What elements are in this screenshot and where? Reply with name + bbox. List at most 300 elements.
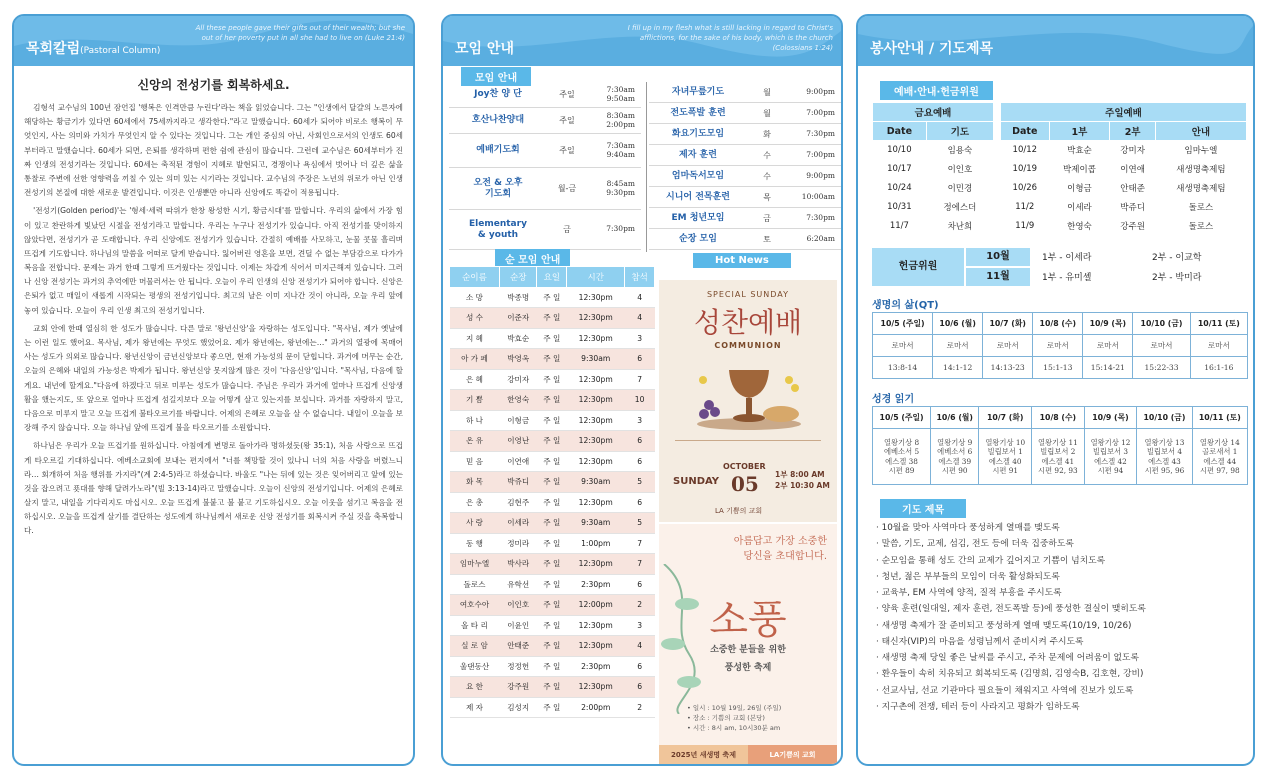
meeting-name: 화요기도모임 xyxy=(671,128,725,139)
table-cell: 강미자 xyxy=(499,369,537,390)
qt-book: 로마서 xyxy=(1033,335,1083,357)
table-cell: 이인호 xyxy=(499,595,537,616)
table-cell: 주 일 xyxy=(537,615,567,636)
table-cell: 지 혜 xyxy=(450,328,500,349)
prayer-item: · 환우들이 속히 치유되고 회복되도록 (김명희, 김영숙B, 김호현, 강비) xyxy=(876,666,1146,682)
meeting-time: 9:00pm xyxy=(806,170,835,180)
meeting-name: 호산나찬양대 xyxy=(471,115,525,126)
qt-ref: 14:1-12 xyxy=(933,357,983,379)
meeting-name: 전도폭발 훈련 xyxy=(670,107,726,118)
table-cell: 강주원 xyxy=(499,677,537,698)
poster-church: LA 기쁨의 교회 xyxy=(715,507,763,515)
column-header xyxy=(14,16,413,66)
table-cell: 주 일 xyxy=(537,287,567,308)
meeting-day: 화 xyxy=(763,129,771,139)
schedule-row xyxy=(449,82,641,108)
meeting-time: 10:00am xyxy=(801,191,835,201)
table-cell: 박효순 xyxy=(1067,146,1092,157)
table-cell: 주 일 xyxy=(537,554,567,575)
day-header: 10/11 (토) xyxy=(1190,313,1247,335)
table-row xyxy=(450,349,655,370)
table-cell: 이준자 xyxy=(499,308,537,329)
schedule-row xyxy=(449,134,641,168)
table-cell: 주 일 xyxy=(537,595,567,616)
table-cell: 12:30pm xyxy=(567,554,625,575)
table-cell: 2:30pm xyxy=(567,656,625,677)
table-cell: 주 일 xyxy=(537,451,567,472)
column-header: 요일 xyxy=(537,267,567,288)
schedule-left xyxy=(449,82,641,250)
table-cell: 주 일 xyxy=(537,472,567,493)
table-cell: 주 일 xyxy=(537,677,567,698)
table-cell: 10/12 xyxy=(1012,145,1038,156)
day-header: 10/11 (토) xyxy=(1192,407,1247,429)
meeting-name: 엄마독서모임 xyxy=(671,170,725,181)
qt-book: 로마서 xyxy=(873,335,933,357)
pray-tag: 기도 제목 xyxy=(880,498,966,518)
table-cell: 6 xyxy=(625,431,655,452)
table-cell: 제 자 xyxy=(450,697,500,718)
prayer-item: · 교육부, EM 사역에 양적, 질적 부흥을 주시도록 xyxy=(876,585,1146,601)
table-cell: 한영숙 xyxy=(499,390,537,411)
table-cell: 임마누엘 xyxy=(1184,146,1218,157)
reading-table xyxy=(872,406,1248,485)
table-cell: 주 일 xyxy=(537,369,567,390)
column-header: 참석 xyxy=(625,267,655,288)
header-verse: All these people gave their gifts out of their wealth; but she out of her poverty put in all she had to live on (Luke 21:4) xyxy=(195,24,405,42)
table-cell: 12:30pm xyxy=(567,369,625,390)
table-cell: 새생명축제팀 xyxy=(1176,165,1226,175)
table-cell: 돌로스 xyxy=(450,574,500,595)
serve-tag: 예배·안내·헌금위원 xyxy=(880,80,993,100)
table-cell: 은 총 xyxy=(450,492,500,513)
column-header: 순이름 xyxy=(450,267,500,288)
service-title: 봉사안내 / 기도제목 xyxy=(870,41,994,57)
table-row xyxy=(450,287,655,308)
meetings-panel xyxy=(441,14,843,766)
poster-special: SPECIAL SUNDAY xyxy=(706,290,790,299)
meeting-time: 9:00pm xyxy=(806,86,835,96)
reading-title: 성경 읽기 xyxy=(872,394,915,405)
table-cell: 주 일 xyxy=(537,636,567,657)
article-body xyxy=(14,101,413,539)
table-cell: 11/2 xyxy=(1015,202,1035,212)
table-cell: 9:30am xyxy=(567,349,625,370)
table-cell: 10/24 xyxy=(887,183,912,193)
table-cell: 10/19 xyxy=(1012,164,1038,174)
soon-tag: 순 모임 안내 xyxy=(495,248,570,268)
meeting-day: 금 xyxy=(763,213,771,223)
column-header: 시간 xyxy=(567,267,625,288)
table-cell: 주 일 xyxy=(537,390,567,411)
communion-cup-illustration xyxy=(689,350,807,430)
table-cell: 주 일 xyxy=(537,308,567,329)
paragraph: 교회 안에 한때 열심히 한 성도가 많습니다. 다른 말로 '왕년신앙'을 자랑하는 성도입니다. "목사님, 제가 옛날에는 이런 일도 했어요. 목사님, 제가 왕년에는 무엇도 했었어요. 제가 왕년에는, 왕년에는…" 과거의 열광에 목매어 사는 성도가 의외로 많습니다. 왕년신앙이 금년신앙보다 좋으면, 현재 가능성의 문이 닫힙니다. 과거에 머무는 순간, 오늘의 은혜와 내일의 가능성은 박제가 됩니다. 왕년신앙 못지않게 많은 것이 '다음신앙'입니다. "목사님, 다음에 할게요. 내년에 할게요."다음에 하겠다고 뒤로 미루는 성도가 많습니다. 주님은 우리가 과거에 얼마나 뜨겁게 신앙생활을 했는지도, 또 앞으로 얼마나 뜨겁게 섬길지보다 오늘 어떻게 살고 있는지를 보십니다. 과거를 자랑하지 말고, 다음으로 미루지 말고 오늘 뜨겁게 불타오르기를 바랍니다. 어제의 은혜로 오늘을 살 수 없습니다. 내일이 오늘을 보장해 주지 않습니다. 오늘 하나님 앞에 뜨겁게 불을 타오르기를 소원합니다. xyxy=(24,323,403,433)
qt-ref: 15:14-21 xyxy=(1083,357,1133,379)
prayer-item: · 지구촌에 전쟁, 테러 등이 사라지고 평화가 임하도록 xyxy=(876,699,1146,715)
table-cell: 12:30pm xyxy=(567,615,625,636)
table-cell: 주 일 xyxy=(537,328,567,349)
table-cell: 7 xyxy=(625,533,655,554)
meeting-name: EM 청년모임 xyxy=(671,212,725,223)
meeting-time: 8:30am 2:00pm xyxy=(606,110,635,129)
qt-book: 로마서 xyxy=(1083,335,1133,357)
qt-book: 로마서 xyxy=(933,335,983,357)
meeting-time: 7:30pm xyxy=(806,128,835,138)
meeting-time: 7:00pm xyxy=(806,149,835,159)
table-row xyxy=(1001,198,1247,217)
table-row xyxy=(1001,179,1247,198)
table-cell: 이세라 xyxy=(1067,203,1092,213)
table-cell: 주 일 xyxy=(537,574,567,595)
communion-poster xyxy=(659,280,837,522)
schedule-right xyxy=(649,82,841,250)
meeting-day: 주일 xyxy=(559,116,575,125)
table-cell: 안태준 xyxy=(499,636,537,657)
table-row xyxy=(873,141,994,160)
table-cell: 임마누엘 xyxy=(450,554,500,575)
day-header: 10/5 (주일) xyxy=(873,313,933,335)
table-cell: 7 xyxy=(625,554,655,575)
table-row xyxy=(450,656,655,677)
schedule-row xyxy=(649,103,841,124)
table-cell: 강미자 xyxy=(1120,146,1145,157)
table-cell: 이민경 xyxy=(947,184,973,194)
pastoral-column-panel xyxy=(12,14,415,766)
meeting-name: 제자 훈련 xyxy=(679,149,717,160)
day-header: 10/7 (화) xyxy=(983,313,1033,335)
day-header: 10/5 (주일) xyxy=(873,407,931,429)
schedule-row xyxy=(449,168,641,210)
table-cell: 정정헌 xyxy=(499,656,537,677)
table-cell: 이윤인 xyxy=(499,615,537,636)
table-row xyxy=(450,636,655,657)
meeting-name: Joy찬 양 단 xyxy=(474,89,522,100)
table-cell: 아 가 페 xyxy=(450,349,500,370)
prayer-item: · 태신자(VIP)의 마음을 성령님께서 준비시켜 주시도록 xyxy=(876,634,1146,650)
table-row xyxy=(450,574,655,595)
schedule-row xyxy=(649,82,841,103)
day-header: 10/9 (목) xyxy=(1084,407,1137,429)
schedule-row xyxy=(449,210,641,250)
table-row xyxy=(450,369,655,390)
table-row xyxy=(450,308,655,329)
table-row xyxy=(1001,160,1247,179)
meeting-day: 수 xyxy=(763,150,771,160)
prayer-item: · 양육 훈련(일대일, 제자 훈련, 전도폭발 등)에 풍성한 결실이 맺히도록 xyxy=(876,601,1146,617)
table-cell: 주 일 xyxy=(537,513,567,534)
table-cell: 김현주 xyxy=(499,492,537,513)
table-row xyxy=(1001,217,1247,236)
meeting-day: 목 xyxy=(763,192,771,202)
table-cell: 임용숙 xyxy=(947,146,973,157)
table-cell: 올 타 리 xyxy=(450,615,500,636)
table-cell: 돌로스 xyxy=(1188,203,1214,213)
table-cell: 정미라 xyxy=(499,533,537,554)
table-cell: 박쥬디 xyxy=(499,472,537,493)
poster-month: OCTOBER xyxy=(723,462,766,471)
paragraph: '전성기(Golden period)'는 '형세·세력 따위가 한창 왕성한 시기, 황금시대'를 말합니다. 우리의 삶에서 가장 힘이 있고 찬란하게 빛났던 시절을 전성기라고 말합니다. 우리는 누구나 전성기가 있습니다. 아직 전성기를 맞이하지 않았다면, 전성기가 곧 도래합니다. 우리 신앙에도 전성기가 있습니다. 간절히 예배를 사모하고, 눈물 콧물 흘리며 뜨겁게 기도합니다. 하나님의 말씀을 어떠로 달게 받습니다. 잃어버린 영혼을 보면, 견딜 수 없는 부담감으로 다가가 복음을 전합니다. 문제는 과거 한때 그렇게 뜨거웠다는 것입니다. 이제는 차갑게 식어서 미지근해져 있습니다. 그러나 신앙 전성기는 과거의 추억에만 머물러서는 안 됩니다. 오늘이 우리 인생의 신앙 전성기가 되어야 합니다. 신앙은 은퇴가 없고 매일이 새롭게 시작되는 평생의 전성기입니다. 최고의 날은 이미 지나간 것이 아니라, 오늘 우리 앞에 놓여 있습니다. 오늘이 우리 인생 최고의 전성기입니다. xyxy=(24,206,403,315)
hot-news xyxy=(659,280,837,765)
meeting-day: 주일 xyxy=(559,90,575,99)
poster2-sub: 풍성한 축제 xyxy=(724,663,772,673)
column-header: 순장 xyxy=(499,267,537,288)
table-cell: 이영난 xyxy=(499,431,537,452)
table-row xyxy=(450,328,655,349)
table-cell: 박영옥 xyxy=(499,349,537,370)
prayer-item: · 새생명 축제가 잘 준비되고 풍성하게 열매 맺도록(10/19, 10/26) xyxy=(876,618,1146,634)
offering-committee: 헌금위원 10월 11월 1부 - 이세라 2부 - 이교학 1부 - 유미셸 2부 - 박미라 xyxy=(872,248,1248,286)
table-cell: 박효순 xyxy=(499,328,537,349)
table-cell: 주 일 xyxy=(537,533,567,554)
divider xyxy=(675,440,821,441)
table-cell: 유학선 xyxy=(499,574,537,595)
divider xyxy=(646,82,647,252)
table-cell: 소 망 xyxy=(450,287,500,308)
table-cell: 주 일 xyxy=(537,656,567,677)
table-row xyxy=(1001,141,1247,160)
table-row xyxy=(450,431,655,452)
poster2-sub: 소중한 분들을 위한 xyxy=(710,645,786,655)
table-cell: 6 xyxy=(625,492,655,513)
prayer-item: · 선교사님, 선교 기관마다 필요들이 채워지고 사역에 진보가 있도록 xyxy=(876,683,1146,699)
poster-services: 1부 8:00 AM 2부 10:30 AM xyxy=(775,470,830,490)
table-cell: 3 xyxy=(625,410,655,431)
qt-ref: 15:1-13 xyxy=(1033,357,1083,379)
table-cell: 5 xyxy=(625,513,655,534)
poster2-footer: 2025년 새생명 축제 LA기쁨의 교회 xyxy=(659,745,837,765)
table-cell: 정에스더 xyxy=(943,203,977,213)
table-cell: 10 xyxy=(625,390,655,411)
table-cell: 3 xyxy=(625,328,655,349)
reading-cell: 열왕기상 14 골로새서 1 에스겔 44 시편 97, 98 xyxy=(1192,429,1247,485)
prayer-item: · 10월을 맞아 사역마다 풍성하게 열매를 맺도록 xyxy=(876,520,1146,536)
day-header: 10/7 (화) xyxy=(979,407,1032,429)
column-title: 목회칼럼(Pastoral Column) xyxy=(26,41,161,57)
poster-tagline: 아름답고 가장 소중한 당신을 초대합니다. xyxy=(733,536,827,562)
poster-title: 성찬예배 xyxy=(693,306,803,339)
table-cell: 12:30pm xyxy=(567,431,625,452)
table-row xyxy=(450,513,655,534)
qt-book: 로마서 xyxy=(1190,335,1247,357)
table-cell: 동 행 xyxy=(450,533,500,554)
table-cell: 12:30pm xyxy=(567,410,625,431)
reading-cell: 열왕기상 11 빌립보서 2 에스겔 41 시편 92, 93 xyxy=(1032,429,1085,485)
table-cell: 강주원 xyxy=(1120,222,1145,232)
meeting-time: 7:30am 9:50am xyxy=(606,84,635,103)
meeting-day: 금 xyxy=(563,225,571,234)
table-cell: 12:30pm xyxy=(567,492,625,513)
qt-book: 로마서 xyxy=(1133,335,1190,357)
meeting-time: 7:30pm xyxy=(606,224,635,234)
qt-ref: 15:22-33 xyxy=(1133,357,1190,379)
schedule-row xyxy=(649,187,841,208)
schedule-row xyxy=(449,108,641,134)
table-cell: 화 목 xyxy=(450,472,500,493)
table-cell: 12:30pm xyxy=(567,677,625,698)
table-cell: 한영숙 xyxy=(1067,222,1092,232)
qt-ref: 13:8-14 xyxy=(873,357,933,379)
meeting-time: 6:20am xyxy=(806,233,835,243)
friday-service-table: 금요예배 Date 기도 10/10 임용숙 10/17 이인호 10/24 이민경 10/31 정에스더 11/7 차난희 xyxy=(872,102,994,236)
meetings-header xyxy=(443,16,841,66)
meeting-schedule xyxy=(449,82,837,252)
table-cell: 6 xyxy=(625,349,655,370)
table-cell: 성 수 xyxy=(450,308,500,329)
header-verse: I fill up in my flesh what is still lacking in regard to Christ's afflictions, for the sake of his body, which is the church (Colossians 1:24) xyxy=(627,24,833,52)
poster-day: 05 xyxy=(731,472,759,496)
hot-news-tag: Hot News xyxy=(693,248,791,268)
table-cell: 주 일 xyxy=(537,410,567,431)
table-row xyxy=(450,554,655,575)
qt-book: 로마서 xyxy=(983,335,1033,357)
meeting-day: 수 xyxy=(763,171,771,181)
paragraph: 하나님은 우리가 오늘 뜨겁기를 원하십니다. 아침에게 변명로 돌아가라 명하셨듯(왕 35:1), 처음 사랑으로 뜨겁게 타오르길 기대하십니다. 에베소교회에 보내는 편지에서 "너를 책망할 것이 있나니 너의 처음 사랑을 버렸느니라… 회개하여 처음 행위를 가지라"(계 2:4-5)라고 하셨습니다. 바울도 "나는 뒤에 있는 것은 잊어버리고 앞에 있는 것을 잡으려고 푯대를 향해 달려가노라"(빌 3:13-14)라고 말했습니다. 오늘이 신앙의 전성기입니다. 어제의 은혜로 살지 말고, 내일을 기다리지도 마십시오. 오늘 뜨겁게 불붙고 불 붙고 기도하십시오. 오늘 이웃을 섬기고 복음을 전하십시오. 오늘을 뜨겁게 살기를 결단하는 성도에게 하나님께서 새로운 신앙 전성기를 회복시켜 주실 것을 축복합니다. xyxy=(24,441,403,536)
table-cell: 박쥬디 xyxy=(1120,203,1145,213)
article-title: 신앙의 전성기를 회복하세요. xyxy=(137,78,290,92)
meetings-title: 모임 안내 xyxy=(455,41,514,57)
table-cell: 주 일 xyxy=(537,349,567,370)
table-cell: 6 xyxy=(625,677,655,698)
table-cell: 박제이콥 xyxy=(1063,165,1096,175)
table-row xyxy=(450,472,655,493)
day-header: 10/10 (금) xyxy=(1133,313,1190,335)
reading-cell: 열왕기상 8 에베소서 5 에스겔 38 시편 89 xyxy=(873,429,931,485)
reading-cell: 열왕기상 13 빌립보서 4 에스겔 43 시편 95, 96 xyxy=(1137,429,1192,485)
table-cell: 박종명 xyxy=(499,287,537,308)
table-cell: 주 일 xyxy=(537,697,567,718)
table-row xyxy=(873,179,994,198)
table-cell: 이형금 xyxy=(499,410,537,431)
table-cell: 2 xyxy=(625,697,655,718)
prayer-item: · 청년, 젊은 부부들의 모임이 더욱 활성화되도록 xyxy=(876,569,1146,585)
table-row xyxy=(450,492,655,513)
day-header: 10/8 (수) xyxy=(1032,407,1085,429)
reading-cell: 열왕기상 9 에베소서 6 에스겔 39 시편 90 xyxy=(931,429,979,485)
table-cell: 3 xyxy=(625,615,655,636)
meeting-name: 예배기도회 xyxy=(476,145,520,156)
table-cell: 이연애 xyxy=(1120,165,1145,175)
table-cell: 박사라 xyxy=(499,554,537,575)
poster-sunday: SUNDAY xyxy=(673,476,720,487)
table-cell: 12:30pm xyxy=(567,451,625,472)
table-cell: 이형금 xyxy=(1067,184,1092,194)
table-cell: 차난희 xyxy=(947,222,973,232)
table-cell: 12:30pm xyxy=(567,287,625,308)
table-cell: 12:00pm xyxy=(567,595,625,616)
sunday-head: 주일예배 xyxy=(1001,103,1247,122)
table-cell: 김성지 xyxy=(499,697,537,718)
table-cell: 믿 음 xyxy=(450,451,500,472)
table-cell: 요 한 xyxy=(450,677,500,698)
table-row xyxy=(450,533,655,554)
table-cell: 사 랑 xyxy=(450,513,500,534)
prayer-list xyxy=(876,520,1146,715)
table-cell: 이세라 xyxy=(499,513,537,534)
table-cell: 여호수아 xyxy=(450,595,500,616)
table-cell: 12:30pm xyxy=(567,390,625,411)
qt-ref: 16:1-16 xyxy=(1190,357,1247,379)
table-cell: 1:00pm xyxy=(567,533,625,554)
festival-poster xyxy=(659,524,837,765)
table-row xyxy=(450,615,655,636)
prayer-item: · 순모임을 통해 성도 간의 교제가 깊어지고 기쁨이 넘치도록 xyxy=(876,553,1146,569)
table-row xyxy=(450,410,655,431)
table-row xyxy=(450,595,655,616)
table-cell: 5 xyxy=(625,472,655,493)
meeting-name: 오전 & 오후 기도회 xyxy=(473,178,523,199)
table-cell: 12:30pm xyxy=(567,636,625,657)
day-header: 10/6 (월) xyxy=(931,407,979,429)
poster2-info: • 일시 : 10월 19일, 26일 (주일) • 장소 : 기쁨의 교회 (본당) • 시간 : 8시 am, 10시30분 am xyxy=(687,704,782,732)
meet-tag: 모임 안내 xyxy=(461,66,531,86)
poster-sub: COMMUNION xyxy=(714,341,782,350)
meeting-name: 순장 모임 xyxy=(679,233,717,244)
table-cell: 2:30pm xyxy=(567,574,625,595)
table-cell: 2 xyxy=(625,595,655,616)
table-row xyxy=(873,160,994,179)
table-cell: 실 로 암 xyxy=(450,636,500,657)
table-cell: 12:30pm xyxy=(567,328,625,349)
meeting-time: 8:45am 9:30pm xyxy=(606,178,635,197)
table-cell: 4 xyxy=(625,308,655,329)
table-row xyxy=(450,697,655,718)
table-cell: 7 xyxy=(625,369,655,390)
table-cell: 9:30am xyxy=(567,513,625,534)
table-cell: 4 xyxy=(625,287,655,308)
table-cell: 주 일 xyxy=(537,431,567,452)
table-cell: 이연애 xyxy=(499,451,537,472)
friday-head: 금요예배 xyxy=(873,103,994,122)
prayer-item: · 새생명 축제 당일 좋은 날씨를 주시고, 주차 문제에 어려움이 없도록 xyxy=(876,650,1146,666)
schedule-row xyxy=(649,145,841,166)
sunday-service-table: 주일예배 Date 1부 2부 안내 10/12 박효순 강미자 임마누엘 10/19 박제이콥 이연애 새생명축제팀 10/26 이형금 안태준 새생명축제팀 11/2 이세라 박쥬디 돌로스 11/9 한영숙 강주원 돌로스 xyxy=(1000,102,1247,236)
table-cell: 12:30pm xyxy=(567,308,625,329)
table-cell: 기 쁨 xyxy=(450,390,500,411)
day-header: 10/8 (수) xyxy=(1033,313,1083,335)
reading-cell: 열왕기상 12 빌립보서 3 에스겔 42 시편 94 xyxy=(1084,429,1137,485)
day-header: 10/6 (월) xyxy=(933,313,983,335)
table-cell: 10/17 xyxy=(887,164,912,174)
table-cell: 10/26 xyxy=(1012,183,1038,193)
meeting-time: 7:30am 9:40am xyxy=(606,140,635,159)
meeting-day: 주일 xyxy=(559,146,575,155)
meeting-name: 시니어 전목훈련 xyxy=(666,191,730,202)
schedule-row xyxy=(649,229,841,250)
qt-ref: 14:13-23 xyxy=(983,357,1033,379)
service-header xyxy=(858,16,1253,66)
day-header: 10/9 (목) xyxy=(1083,313,1133,335)
schedule-row xyxy=(649,166,841,187)
qt-table xyxy=(872,312,1248,379)
meeting-day: 월-금 xyxy=(557,184,577,193)
table-cell: 하 나 xyxy=(450,410,500,431)
table-cell: 돌로스 xyxy=(1188,222,1214,232)
poster2-title: 소풍 xyxy=(709,597,787,643)
meeting-time: 7:00pm xyxy=(806,107,835,117)
meeting-day: 월 xyxy=(763,87,771,97)
table-cell: 안태준 xyxy=(1120,184,1145,194)
qt-title: 생명의 삶(QT) xyxy=(872,300,939,311)
meeting-day: 토 xyxy=(763,234,771,244)
paragraph: 김형석 교수님의 100년 잠언집 '행복은 인격만큼 누린다'라는 책을 읽었습니다. 그는 "인생에서 달걀의 노른자에 해당하는 황금기가 있다면 60세에서 75세까지라고 생각한다."라고 말했습니다. 60세가 되어야 비로소 행복이 무엇인지, 사는 의미와 가치가 무엇인지 알 수 있다는 것입니다. 그는 개인 중심의 아닌, 사회인으로서의 인생도 60세부터라고 말했습니다. 60세가 되면, 은퇴를 생각하며 편한 쉼에 관심이 많습니다. 그런데 교수님은 60세부터가 진짜 인생의 전성기라는 것입니다. 60세는 축적된 경험이 지혜로 발현되고, 경쟁이나 욕심에서 벗어나 더 깊은 삶을 통찰로 주변에 선한 영향력을 끼칠 수 있는 의미 있는 시기라는 것입니다. 교수님의 주장은 노년의 위로가 아닌 인생 전성기의 본질에 대한 새로운 발견입니다. 이것은 인생뿐만 아니라 신앙에도 똑같이 적용됩니다. xyxy=(24,103,403,198)
table-cell: 10/31 xyxy=(887,202,912,212)
table-cell: 온 유 xyxy=(450,431,500,452)
table-row xyxy=(873,198,994,217)
soon-table xyxy=(449,266,655,718)
table-cell: 6 xyxy=(625,451,655,472)
service-prayer-panel xyxy=(856,14,1255,766)
